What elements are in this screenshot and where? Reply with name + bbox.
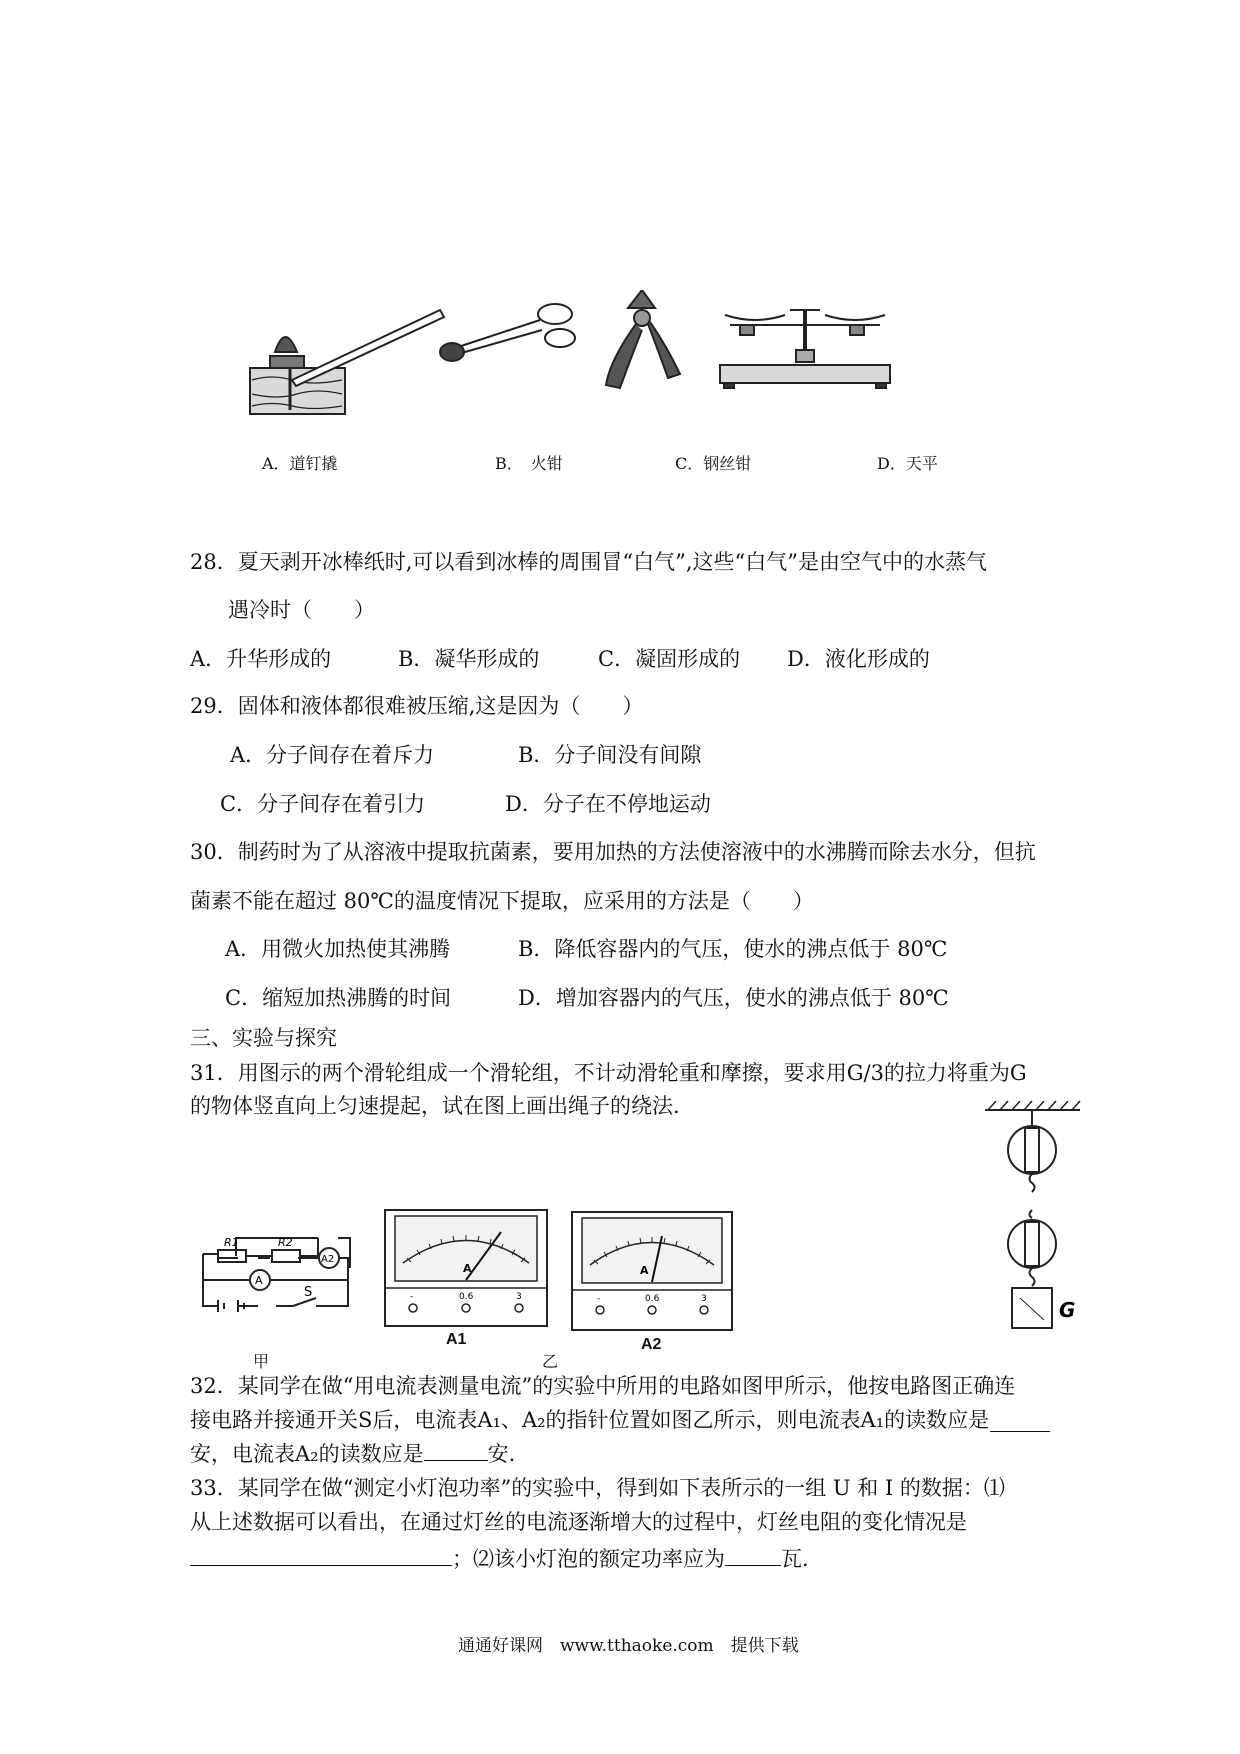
ammeter-a-label: A [255, 1274, 263, 1287]
q29-option-d: D．分子在不停地运动 [505, 792, 711, 816]
q32-stem-line1: 32．某同学在做“用电流表测量电流”的实验中所用的电路如图甲所示，他按电路图正确连 [190, 1374, 1016, 1398]
q31-stem-line2: 的物体竖直向上匀速提起，试在图上画出绳子的绕法. [190, 1094, 680, 1118]
fire-tongs-illustration [440, 304, 575, 361]
q30-option-d: D．增加容器内的气压，使水的沸点低于 80℃ [518, 986, 949, 1010]
page-footer: 通通好课网 www.tthaoke.com 提供下载 [458, 1636, 799, 1656]
q32-stem-line2: 接电路并接通开关S后，电流表A₁、A₂的指针位置如图乙所示，则电流表A₁的读数应是 [190, 1408, 990, 1432]
a2-unit-label: A [640, 1264, 649, 1277]
q30-option-c: C．缩短加热沸腾的时间 [225, 986, 452, 1010]
q32-stem-line3 [190, 1440, 515, 1468]
circuit-figure-label: 甲 [253, 1352, 270, 1371]
r1-label: R1 [224, 1236, 239, 1249]
a1-unit-label: A [463, 1262, 472, 1275]
a2-terminal-06: 0.6 [645, 1294, 660, 1304]
circuit-diagram [198, 1208, 358, 1318]
q29-option-a: A．分子间存在着斥力 [230, 743, 435, 767]
q30-stem-line2: 菌素不能在超过 80℃的温度情况下提取，应采用的方法是（ ） [190, 889, 814, 913]
pliers-illustration [606, 290, 680, 388]
section-3-heading: 三、实验与探究 [190, 1026, 337, 1050]
resistor-r1 [218, 1250, 246, 1262]
q32-answer-blank-a2[interactable] [424, 1440, 488, 1461]
q33-line3-text-b: 瓦. [781, 1547, 809, 1571]
q33-answer-blank-power[interactable] [725, 1545, 781, 1566]
q28-stem-line2: 遇冷时（ ） [228, 598, 375, 622]
a1-terminal-neg: - [410, 1292, 414, 1302]
q33-stem-line2: 从上述数据可以看出，在通过灯丝的电流逐渐增大的过程中，灯丝电阻的变化情况是 [190, 1510, 967, 1534]
tool-caption-c: C．钢丝钳 [675, 454, 752, 473]
a1-figure-label: A1 [446, 1331, 467, 1348]
ammeter-a1-figure [383, 1208, 549, 1328]
a2-figure-label: A2 [641, 1336, 662, 1353]
a1-terminal-06: 0.6 [459, 1292, 474, 1302]
q30-option-a: A．用微火加热使其沸腾 [225, 937, 451, 961]
tool-figure-row [230, 290, 1030, 440]
q33-stem-line1: 33．某同学在做“测定小灯泡功率”的实验中，得到如下表所示的一组 U 和 I 的数据：⑴ [190, 1476, 1005, 1500]
q29-option-b: B．分子间没有间隙 [518, 743, 702, 767]
a2-terminal-neg: - [597, 1294, 601, 1304]
q30-stem-line1: 30．制药时为了从溶液中提取抗菌素，要用加热的方法使溶液中的水沸腾而除去水分，但抗 [190, 840, 1036, 864]
q32-answer-blank-a1[interactable] [990, 1411, 1050, 1432]
a1-terminal-3: 3 [516, 1292, 522, 1302]
q33-stem-line3 [190, 1545, 809, 1573]
q32-line3-text-b: 安. [487, 1442, 516, 1466]
switch-label: S [304, 1285, 313, 1300]
ammeter-a2-figure [570, 1210, 734, 1332]
q28-option-d: D．液化形成的 [787, 647, 930, 671]
q28-option-a: A．升华形成的 [190, 647, 332, 671]
a2-terminal-3: 3 [701, 1294, 707, 1304]
weight-block [1012, 1288, 1052, 1328]
tool-caption-d: D．天平 [877, 454, 938, 473]
crowbar-illustration [250, 310, 444, 414]
q30-option-b: B．降低容器内的气压，使水的沸点低于 80℃ [518, 937, 948, 961]
q33-answer-blank-resistance[interactable] [190, 1545, 452, 1566]
tool-caption-b: B． 火钳 [495, 454, 563, 473]
q32-line3-text-a: 安，电流表A₂的读数应是 [190, 1442, 424, 1466]
q28-stem-line1: 28．夏天剥开冰棒纸时,可以看到冰棒的周围冒“白气”,这些“白气”是由空气中的水蒸气 [190, 550, 988, 574]
q28-option-c: C．凝固形成的 [598, 647, 741, 671]
weight-label: G [1059, 1298, 1076, 1322]
q28-option-b: B．凝华形成的 [398, 647, 540, 671]
pulley-figure [980, 1098, 1090, 1348]
tool-caption-a: A．道钉撬 [262, 454, 338, 473]
q29-option-c: C．分子间存在着引力 [220, 792, 426, 816]
q29-stem: 29．固体和液体都很难被压缩,这是因为（ ） [190, 694, 644, 718]
q31-stem-line1: 31．用图示的两个滑轮组成一个滑轮组，不计动滑轮重和摩擦，要求用G/3的拉力将重为G [190, 1061, 1027, 1085]
balance-illustration [720, 310, 890, 388]
q33-line3-text-a: ；⑵该小灯泡的额定功率应为 [452, 1547, 725, 1571]
ammeter-a2-label: A2 [321, 1254, 335, 1265]
r2-label: R2 [278, 1236, 293, 1249]
meter-figure-label: 乙 [542, 1352, 559, 1371]
resistor-r2 [272, 1250, 300, 1262]
